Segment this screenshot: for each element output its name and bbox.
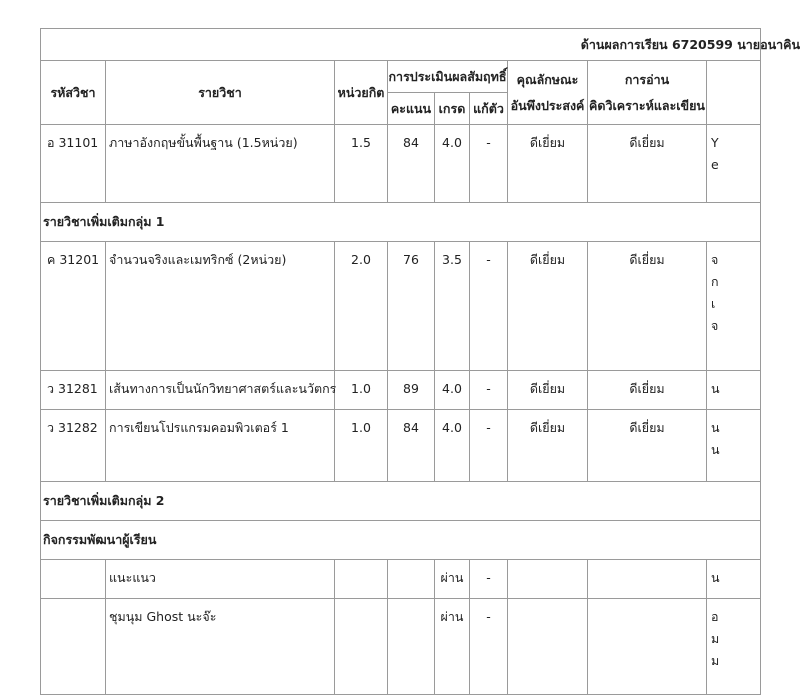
header-character-line1: คุณลักษณะ xyxy=(516,71,579,87)
extra-cell-line: ม xyxy=(711,631,720,646)
header-subject: รายวิชา xyxy=(106,61,335,125)
character-cell xyxy=(508,560,588,599)
extra-cell-line: อ xyxy=(711,609,719,624)
extra-cell-line: น xyxy=(711,442,720,457)
report-container xyxy=(40,28,800,695)
extra-cell xyxy=(707,242,761,371)
subject-cell: เส้นทางการเป็นนักวิทยาศาสตร์และนวัตกร xyxy=(106,371,335,410)
subject-cell: แนะแนว xyxy=(106,560,335,599)
header-extra xyxy=(707,61,761,125)
group-label: รายวิชาเพิ่มเติมกลุ่ม 2 xyxy=(41,482,761,521)
revise-cell: - xyxy=(470,599,508,695)
extra-cell xyxy=(707,410,761,482)
character-cell: ดีเยี่ยม xyxy=(508,371,588,410)
revise-cell: - xyxy=(470,560,508,599)
group-label: กิจกรรมพัฒนาผู้เรียน xyxy=(41,521,761,560)
extra-cell-line: เ xyxy=(711,296,716,311)
credit-cell: 1.0 xyxy=(335,371,388,410)
revise-cell: - xyxy=(470,410,508,482)
code-cell: ค 31201 xyxy=(41,242,106,371)
extra-cell xyxy=(707,371,761,410)
reading-cell: ดีเยี่ยม xyxy=(588,371,707,410)
reading-cell: ดีเยี่ยม xyxy=(588,242,707,371)
header-reading-line2: คิดวิเคราะห์และเขียน xyxy=(589,97,705,113)
credit-cell: 1.0 xyxy=(335,410,388,482)
score-cell xyxy=(388,599,435,695)
credit-cell: 2.0 xyxy=(335,242,388,371)
credit-cell xyxy=(335,599,388,695)
extra-cell-line: น xyxy=(711,381,720,396)
revise-cell: - xyxy=(470,125,508,203)
header-character-line2: อันพึงประสงค์ xyxy=(510,97,585,113)
score-cell: 84 xyxy=(388,125,435,203)
grade-table xyxy=(40,28,800,695)
extra-cell-line: จ xyxy=(711,252,719,267)
score-cell: 76 xyxy=(388,242,435,371)
character-cell xyxy=(508,599,588,695)
grade-cell: 4.0 xyxy=(435,410,470,482)
group-label: รายวิชาเพิ่มเติมกลุ่ม 1 xyxy=(41,203,761,242)
credit-cell: 1.5 xyxy=(335,125,388,203)
table-row xyxy=(41,410,761,482)
character-cell: ดีเยี่ยม xyxy=(508,242,588,371)
subject-cell: ชุมนุม Ghost นะจ๊ะ xyxy=(106,599,335,695)
header-character xyxy=(508,61,588,125)
header-credit: หน่วยกิต xyxy=(335,61,388,125)
group-row xyxy=(41,203,761,242)
group-row xyxy=(41,521,761,560)
code-cell: ว 31281 xyxy=(41,371,106,410)
extra-cell-line: จ xyxy=(711,318,719,333)
grade-cell: ผ่าน xyxy=(435,560,470,599)
header-reading xyxy=(588,61,707,125)
extra-cell xyxy=(707,125,761,203)
table-row xyxy=(41,371,761,410)
header-reading-line1: การอ่าน xyxy=(624,71,670,87)
grade-cell: 4.0 xyxy=(435,125,470,203)
extra-cell-line: Y xyxy=(711,135,719,150)
header-score: คะแนน xyxy=(388,93,435,125)
extra-cell-line: e xyxy=(711,157,719,172)
subject-cell: ภาษาอังกฤษขั้นพื้นฐาน (1.5หน่วย) xyxy=(106,125,335,203)
subject-cell: การเขียนโปรแกรมคอมพิวเตอร์ 1 xyxy=(106,410,335,482)
grade-cell: 3.5 xyxy=(435,242,470,371)
header-code: รหัสวิชา xyxy=(41,61,106,125)
grade-cell: ผ่าน xyxy=(435,599,470,695)
header-revise: แก้ตัว xyxy=(470,93,508,125)
character-cell: ดีเยี่ยม xyxy=(508,125,588,203)
reading-cell: ดีเยี่ยม xyxy=(588,410,707,482)
group-row xyxy=(41,482,761,521)
revise-cell: - xyxy=(470,242,508,371)
extra-cell xyxy=(707,599,761,695)
score-cell: 89 xyxy=(388,371,435,410)
extra-cell-line: น xyxy=(711,420,720,435)
score-cell: 84 xyxy=(388,410,435,482)
subject-cell: จำนวนจริงและเมทริกซ์ (2หน่วย) xyxy=(106,242,335,371)
extra-cell-line: ม xyxy=(711,653,720,668)
reading-cell xyxy=(588,560,707,599)
table-row xyxy=(41,125,761,203)
header-grade: เกรด xyxy=(435,93,470,125)
table-row xyxy=(41,560,761,599)
reading-cell: ดีเยี่ยม xyxy=(588,125,707,203)
table-row xyxy=(41,599,761,695)
banner-text: ด้านผลการเรียน 6720599 นายอนาคิน xyxy=(580,36,800,52)
extra-cell-line: ก xyxy=(711,274,719,289)
revise-cell: - xyxy=(470,371,508,410)
reading-cell xyxy=(588,599,707,695)
report-banner xyxy=(41,29,800,61)
credit-cell xyxy=(335,560,388,599)
grade-cell: 4.0 xyxy=(435,371,470,410)
score-cell xyxy=(388,560,435,599)
code-cell: ว 31282 xyxy=(41,410,106,482)
header-assessment: การประเมินผลสัมฤทธิ์ xyxy=(388,61,508,93)
table-row xyxy=(41,242,761,371)
code-cell xyxy=(41,560,106,599)
extra-cell-line: น xyxy=(711,570,720,585)
character-cell: ดีเยี่ยม xyxy=(508,410,588,482)
code-cell xyxy=(41,599,106,695)
extra-cell xyxy=(707,560,761,599)
code-cell: อ 31101 xyxy=(41,125,106,203)
